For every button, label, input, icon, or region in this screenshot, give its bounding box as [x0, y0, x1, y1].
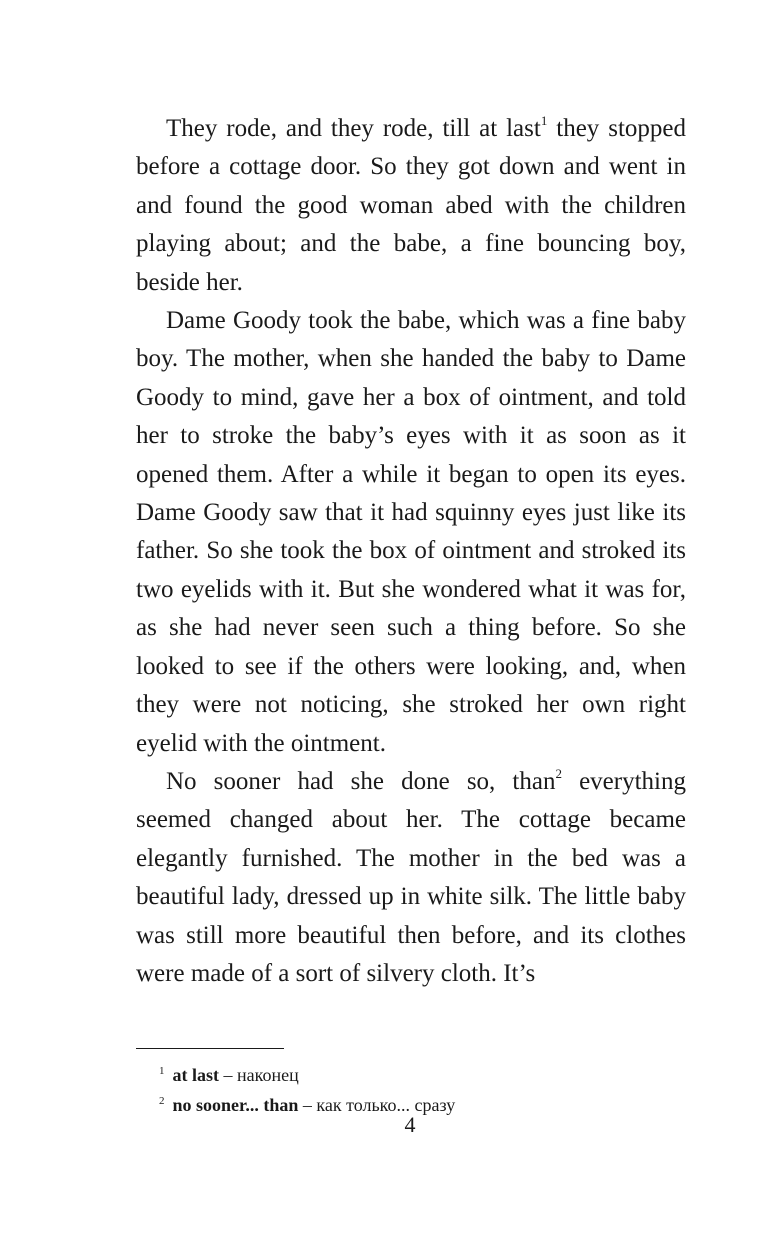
footnote-ref-1: 1 — [540, 113, 548, 128]
paragraph-3 — [136, 763, 686, 993]
footnote-divider — [136, 1048, 284, 1049]
footnote-dash: – — [219, 1065, 237, 1085]
paragraph-2: Dame Goody took the babe, which was a fine baby boy. The mother, when she handed the baby to Dame Goody to mind, gave her a box of ointment, and told her to stroke the baby’s eyes with it as soon as it opened them. After a while it began to open its eyes. Dame Goody saw that it had squinny eyes just like its father. So she took the box of ointment and stroked its two eyelids with it. But she wondered what it was for, as she had never seen such a thing before. So she looked to see if the others were looking, and, when they were not noticing, she stroked her own right eyelid with the ointment. — [136, 307, 686, 757]
footnote-term: no sooner... than — [172, 1095, 299, 1115]
page-number: 4 — [404, 1112, 416, 1137]
footnote-translation: как только... сразу — [316, 1095, 456, 1115]
footnote-ref-2: 2 — [555, 765, 562, 781]
paragraph-1-text-b: they stopped before a cottage door. So they got down and went in and found the good woman abed with the children playing about; and the babe, a fine bouncing boy, beside her. — [136, 115, 686, 296]
footnote-translation: наконец — [237, 1065, 299, 1085]
paragraph-3-text-b: everything seemed changed about her. The cottage became elegantly furnished. The mother in the bed was a beautiful lady, dressed up in white silk. The little baby was still more beautiful then before, and its clothes were made of a sort of silvery cloth. It’s — [136, 767, 686, 987]
paragraph-3-text-a: No sooner had she done so, than — [166, 767, 556, 795]
footnotes — [159, 1058, 455, 1118]
paragraph-1-text-a: They rode, and they rode, till at last — [166, 115, 541, 142]
footnote-dash: – — [298, 1095, 317, 1115]
footnote-number: 1 — [159, 1065, 165, 1077]
paragraph-1 — [136, 110, 686, 302]
footnote-term: at last — [172, 1065, 219, 1085]
footnote-number: 2 — [159, 1095, 165, 1107]
footnote-1 — [159, 1058, 455, 1088]
page-body — [136, 110, 686, 993]
